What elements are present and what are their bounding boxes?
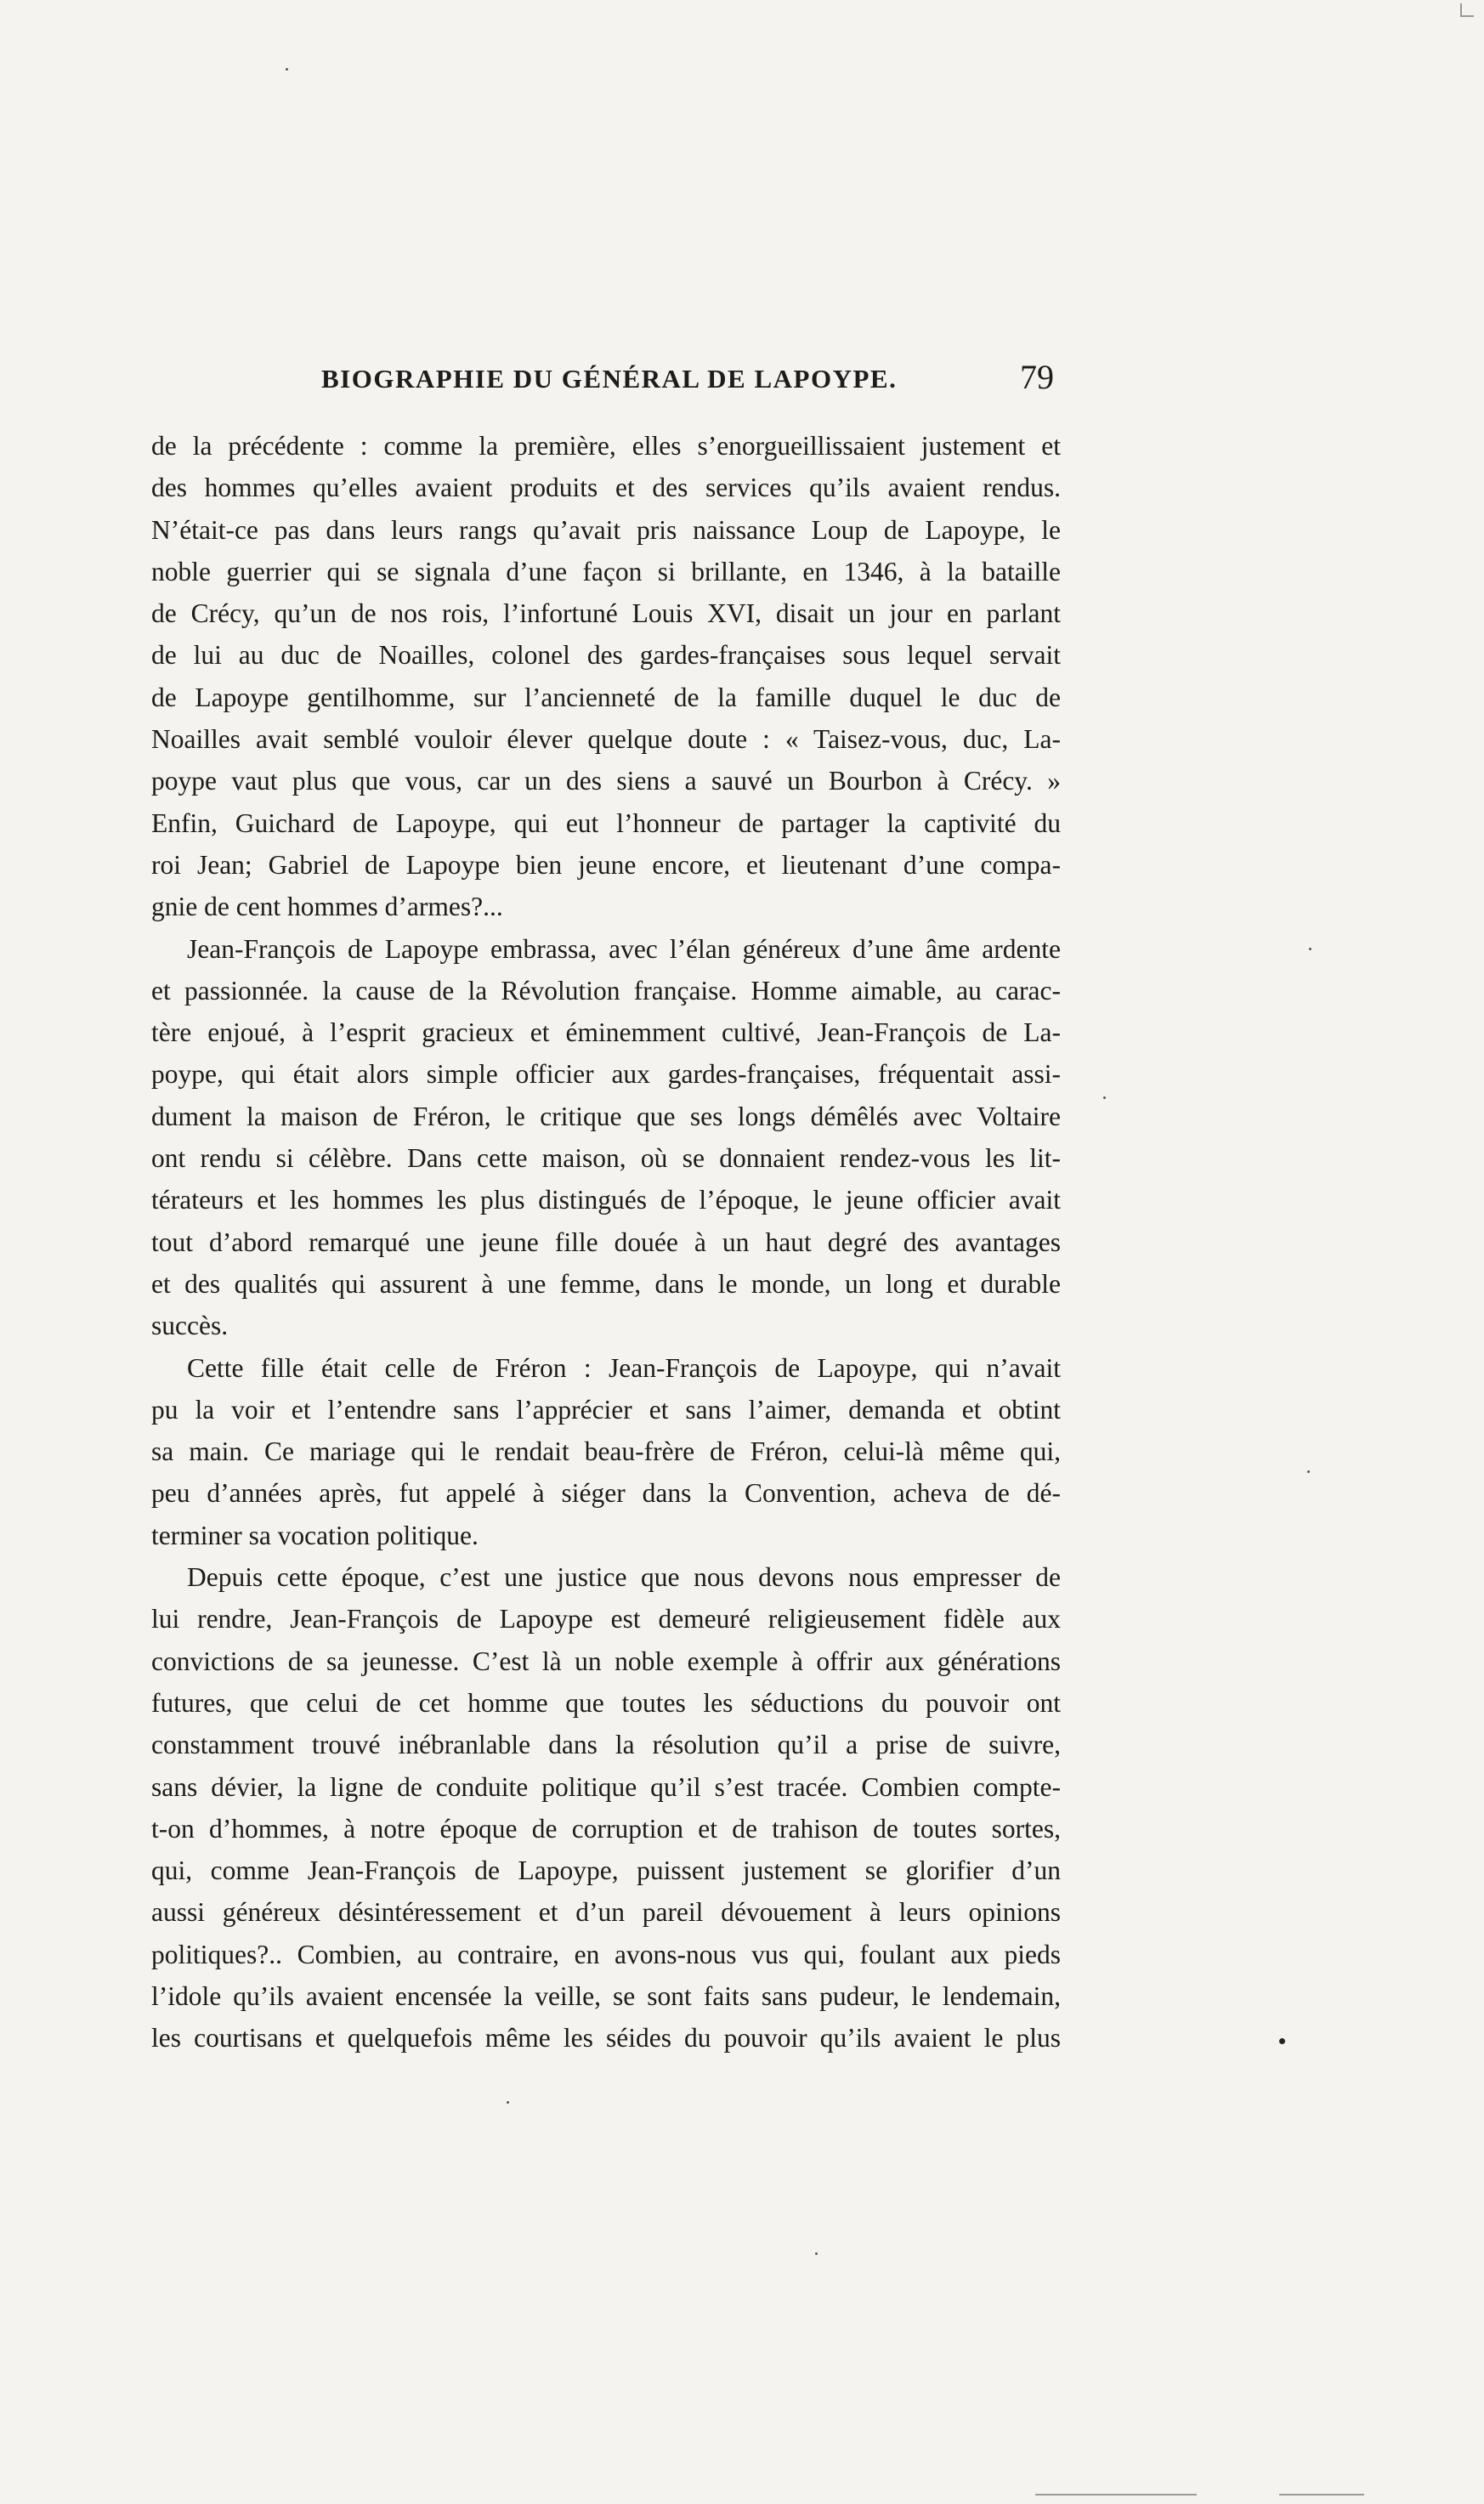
text-line: Noailles avait semblé vouloir élever quelque doute : « Taisez-vous, duc, La- <box>151 724 1061 755</box>
text-line: qui, comme Jean-François de Lapoype, puissent justement se glorifier d’un <box>151 1855 1061 1886</box>
scan-speck <box>1279 2038 1285 2044</box>
text-line: tère enjoué, à l’esprit gracieux et éminemment cultivé, Jean-François de La- <box>151 1017 1061 1048</box>
text-line: poype, qui était alors simple officier aux gardes-françaises, fréquentait assi- <box>151 1059 1061 1090</box>
text-line: Enfin, Guichard de Lapoype, qui eut l’honneur de partager la captivité du <box>151 807 1061 838</box>
text-line: t-on d’hommes, à notre époque de corruption et de trahison de toutes sortes, <box>151 1813 1061 1844</box>
text-line: dument la maison de Fréron, le critique que ses longs démêlés avec Voltaire <box>151 1101 1061 1131</box>
page-number: 79 <box>1020 358 1054 396</box>
text-line: ont rendu si célèbre. Dans cette maison, où se donnaient rendez-vous les lit- <box>151 1143 1061 1174</box>
scan-speck <box>1309 948 1311 950</box>
text-line: de la précédente : comme la première, elles s’enorgueillissaient justement et <box>151 431 1061 461</box>
text-line: de Lapoype gentilhomme, sur l’ancienneté de la famille duquel le duc de <box>151 682 1061 712</box>
corner-scan-mark <box>1460 3 1474 17</box>
text-line: Jean-François de Lapoype embrassa, avec l’élan généreux d’une âme ardente <box>187 933 1061 964</box>
scan-speck <box>815 2252 818 2255</box>
text-line: térateurs et les hommes les plus distingués de l’époque, le jeune officier avait <box>151 1185 1061 1215</box>
text-line: succès. <box>151 1311 229 1341</box>
body-text <box>151 425 1061 2059</box>
text-line: poype vaut plus que vous, car un des siens a sauvé un Bourbon à Crécy. » <box>151 766 1061 796</box>
text-line: futures, que celui de cet homme que toutes les séductions du pouvoir ont <box>151 1687 1061 1718</box>
scan-speck <box>507 2101 509 2104</box>
text-line: tout d’abord remarqué une jeune fille douée à un haut degré des avantages <box>151 1227 1061 1257</box>
text-line: Depuis cette époque, c’est une justice que nous devons nous empresser de <box>187 1562 1061 1593</box>
bottom-rule <box>1279 2494 1364 2496</box>
text-line: sa main. Ce mariage qui le rendait beau-frère de Fréron, celui-là même qui, <box>151 1436 1061 1467</box>
text-line: sans dévier, la ligne de conduite politique qu’il s’est tracée. Combien compte- <box>151 1771 1061 1802</box>
scan-speck <box>286 68 288 71</box>
text-line: lui rendre, Jean-François de Lapoype est demeuré religieusement fidèle aux <box>151 1604 1061 1634</box>
scan-speck <box>1103 1096 1106 1099</box>
text-line: de lui au duc de Noailles, colonel des gardes-françaises sous lequel servait <box>151 640 1061 671</box>
text-line: et passionnée. la cause de la Révolution française. Homme aimable, au carac- <box>151 975 1061 1006</box>
text-line: Cette fille était celle de Fréron : Jean-François de Lapoype, qui n’avait <box>187 1352 1061 1383</box>
text-line: l’idole qu’ils avaient encensée la veille, se sont faits sans pudeur, le lendemain, <box>151 1980 1061 2011</box>
text-line: et des qualités qui assurent à une femme, dans le monde, un long et durable <box>151 1268 1061 1299</box>
text-line: roi Jean; Gabriel de Lapoype bien jeune encore, et lieutenant d’une compa- <box>151 849 1061 880</box>
text-line: de Crécy, qu’un de nos rois, l’infortuné Louis XVI, disait un jour en parlant <box>151 598 1061 629</box>
text-line: politiques?.. Combien, au contraire, en avons-nous vus qui, foulant aux pieds <box>151 1939 1061 1969</box>
text-line: les courtisans et quelquefois même les séides du pouvoir qu’ils avaient le plus <box>151 2023 1061 2054</box>
text-line: constamment trouvé inébranlable dans la résolution qu’il a prise de suivre, <box>151 1730 1061 1760</box>
bottom-rule <box>1035 2494 1197 2496</box>
text-line: des hommes qu’elles avaient produits et des services qu’ils avaient rendus. <box>151 473 1061 503</box>
text-line: terminer sa vocation politique. <box>151 1520 479 1550</box>
text-line: noble guerrier qui se signala d’une façon si brillante, en 1346, à la bataille <box>151 556 1061 586</box>
text-line: aussi généreux désintéressement et d’un pareil dévouement à leurs opinions <box>151 1897 1061 1928</box>
scan-speck <box>1307 1470 1310 1473</box>
text-line: N’était-ce pas dans leurs rangs qu’avait pris naissance Loup de Lapoype, le <box>151 514 1061 545</box>
page-header <box>151 357 1054 405</box>
text-line: peu d’années après, fut appelé à siéger dans la Convention, acheva de dé- <box>151 1478 1061 1509</box>
text-line: gnie de cent hommes d’armes?... <box>151 892 503 922</box>
text-line: convictions de sa jeunesse. C’est là un noble exemple à offrir aux générations <box>151 1646 1061 1676</box>
running-title: BIOGRAPHIE DU GÉNÉRAL DE LAPOYPE. <box>321 364 898 394</box>
text-line: pu la voir et l’entendre sans l’apprécier et sans l’aimer, demanda et obtint <box>151 1394 1061 1425</box>
